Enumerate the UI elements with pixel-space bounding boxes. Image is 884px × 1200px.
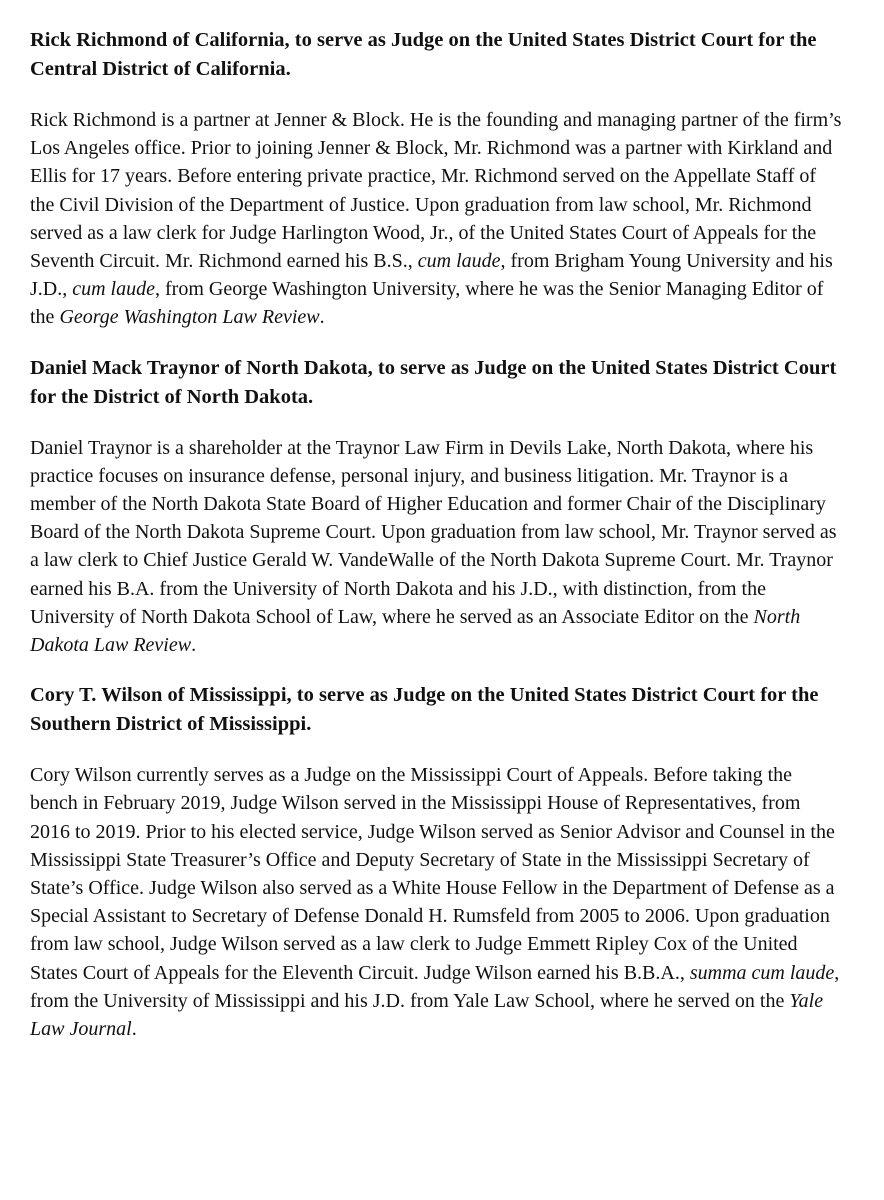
nominee-bio bbox=[30, 761, 844, 1043]
bio-italic-text: cum laude bbox=[72, 278, 155, 301]
bio-text: , from George Washington University, where he was the Senior Managing Editor of the bbox=[30, 278, 824, 329]
nominee-section-traynor bbox=[30, 354, 844, 660]
nominee-heading: Rick Richmond of California, to serve as Judge on the United States District Court for the Central District of California. bbox=[30, 29, 817, 80]
nominee-bio bbox=[30, 106, 844, 332]
bio-text: Rick Richmond is a partner at Jenner & Block. He is the founding and managing partner of the firm’s Los Angeles office. Prior to joining Jenner & Block, Mr. Richmond was a partner with Kirkland and Ellis for 17 years. Before entering private practice, Mr. Richmond served on the Appellate Staff of the Civil Division of the Department of Justice. Upon graduation from law school, Mr. Richmond served as a law clerk for Judge Harlington Wood, Jr., of the United States Court of Appeals for the Seventh Circuit. Mr. Richmond earned his B.S., bbox=[30, 109, 842, 273]
bio-text: Cory Wilson currently serves as a Judge on the Mississippi Court of Appeals. Before taking the bench in February 2019, Judge Wilson served in the Mississippi House of Representatives, from 2016 to 2019. Prior to his elected service, Judge Wilson served as Senior Advisor and Counsel in the Mississippi State Treasurer’s Office and Deputy Secretary of State in the Mississippi Secretary of State’s Office. Judge Wilson also served as a White House Fellow in the Department of Defense as a Special Assistant to Secretary of Defense Donald H. Rumsfeld from 2005 to 2006. Upon graduation from law school, Judge Wilson served as a law clerk to Judge Emmett Ripley Cox of the United States Court of Appeals for the Eleventh Circuit. Judge Wilson earned his B.B.A., bbox=[30, 764, 835, 984]
bio-text: , from Brigham Young University and his J.D., bbox=[30, 250, 833, 301]
nominee-heading: Cory T. Wilson of Mississippi, to serve as Judge on the United States District Court for the Southern District of Mississippi. bbox=[30, 684, 819, 736]
bio-italic-text: Yale Law Journal bbox=[30, 989, 824, 1041]
nominee-section-wilson bbox=[30, 681, 844, 1043]
nominee-bio bbox=[30, 434, 844, 660]
bio-text: . bbox=[191, 634, 197, 657]
bio-italic-text: cum laude bbox=[417, 250, 501, 273]
bio-text: , from the University of Mississippi and his J.D. from Yale Law School, where he served on the bbox=[30, 961, 840, 1012]
nominee-heading: Daniel Mack Traynor of North Dakota, to serve as Judge on the United States District Court for the District of North Dakota. bbox=[30, 356, 837, 408]
bio-italic-text: summa cum laude bbox=[689, 961, 835, 984]
bio-italic-text: George Washington Law Review bbox=[59, 306, 320, 329]
bio-text: . bbox=[319, 306, 325, 329]
bio-text: . bbox=[131, 1018, 137, 1041]
bio-italic-text: North Dakota Law Review bbox=[30, 605, 801, 657]
nominee-section-richmond bbox=[30, 26, 844, 332]
bio-text: Daniel Traynor is a shareholder at the Traynor Law Firm in Devils Lake, North Dakota, where his practice focuses on insurance defense, personal injury, and business litigation. Mr. Traynor is a member of the North Dakota State Board of Higher Education and former Chair of the Disciplinary Board of the North Dakota Supreme Court. Upon graduation from law school, Mr. Traynor served as a law clerk to Chief Justice Gerald W. VandeWalle of the North Dakota Supreme Court. Mr. Traynor earned his B.A. from the University of North Dakota and his J.D., with distinction, from the University of North Dakota School of Law, where he served as an Associate Editor on the bbox=[30, 436, 837, 628]
